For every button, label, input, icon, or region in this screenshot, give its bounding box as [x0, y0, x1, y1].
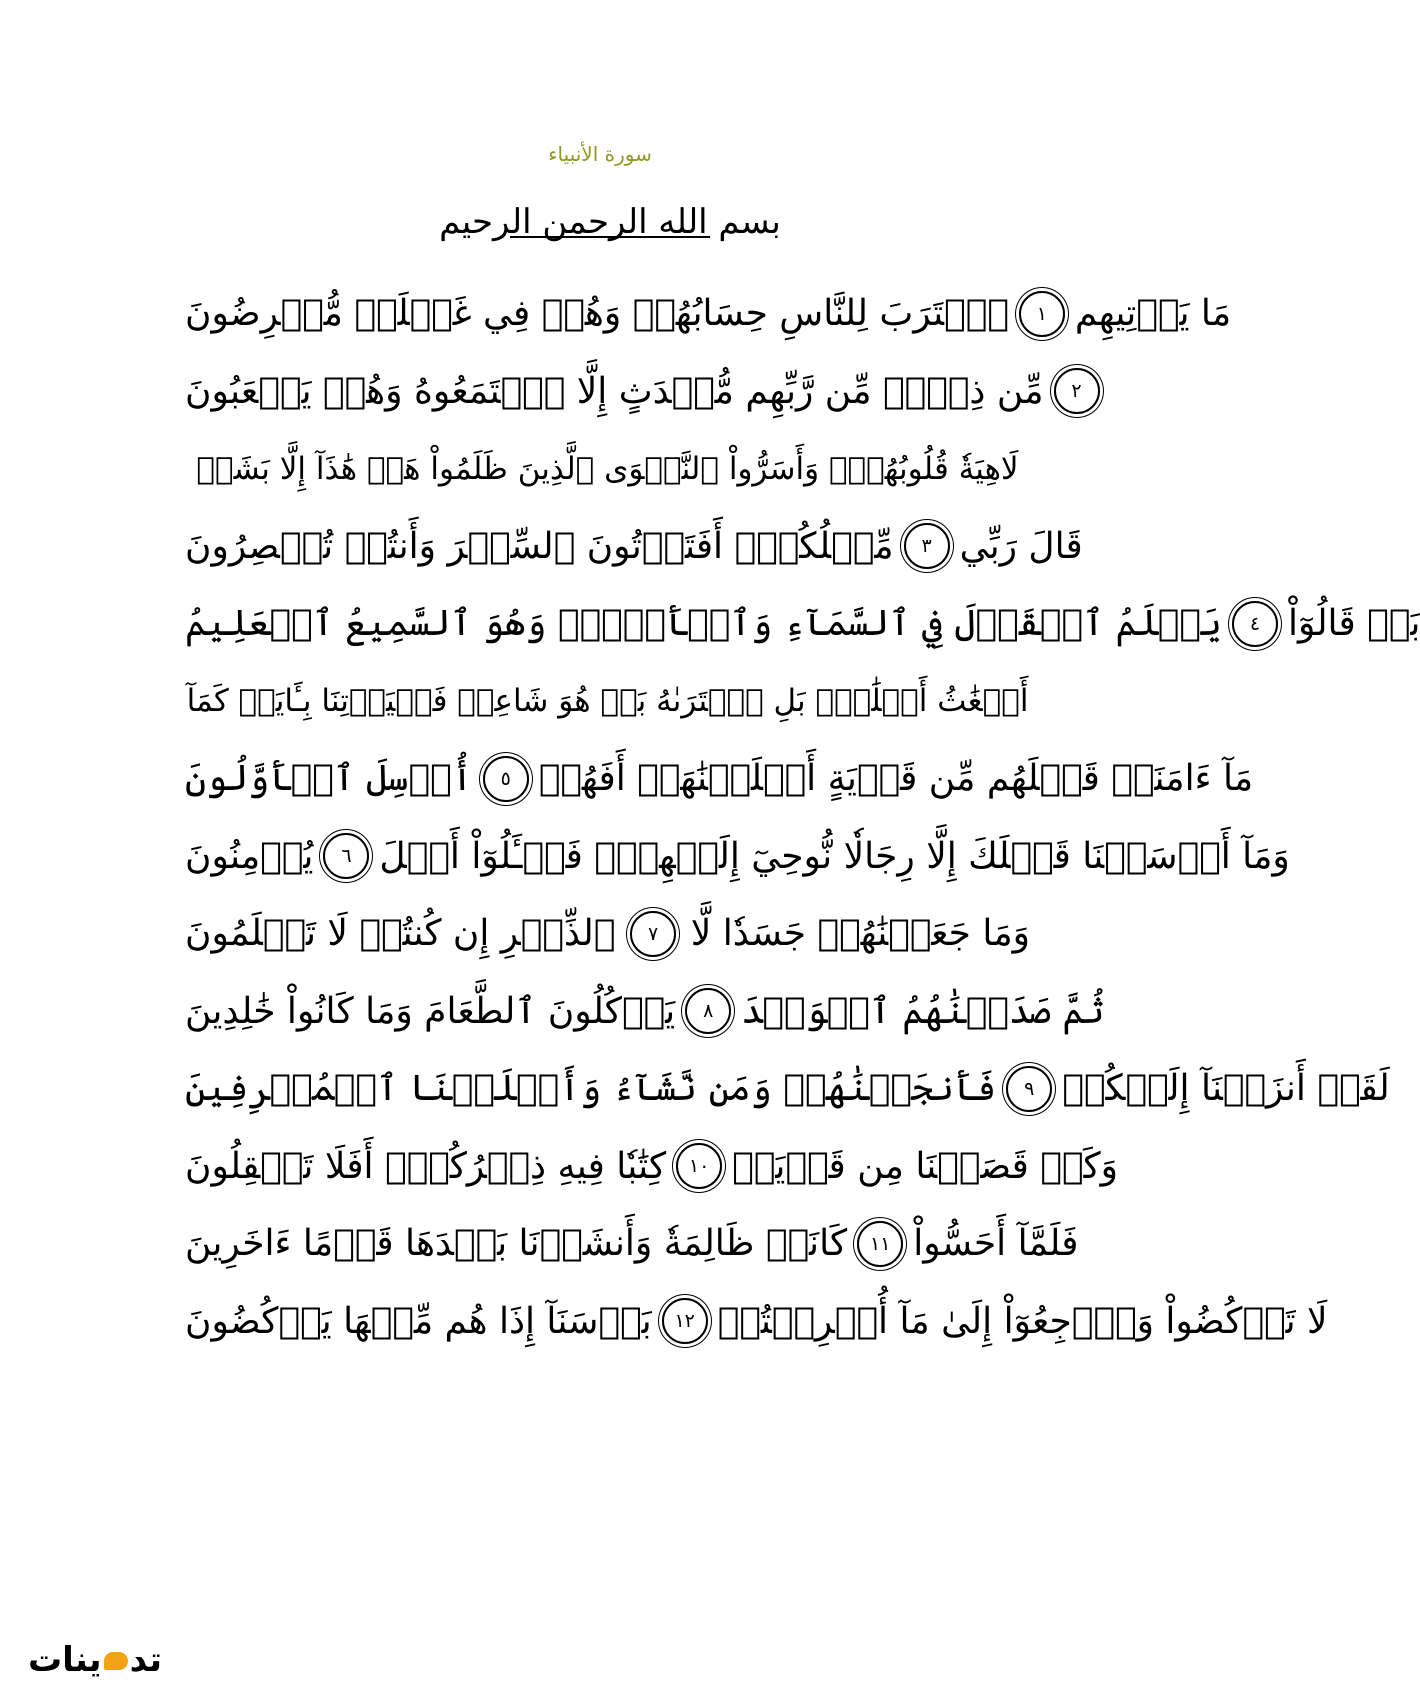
- verse-text: مَا يَأۡتِيهِم: [1074, 293, 1232, 335]
- verse-text: يَعۡلَمُ ٱلۡقَوۡلَ فِي ٱلسَّمَآءِ وَٱلۡأَرۡضِۖ وَهُوَ ٱلسَّمِيعُ ٱلۡعَلِيمُ: [185, 603, 1222, 645]
- verse-text: أَضۡغَٰثُ أَحۡلَٰمِۭ بَلِ ٱفۡتَرَىٰهُ بَلۡ هُوَ شَاعِرٞ فَلۡيَأۡتِنَا بِـَٔايَةٖ كَمَآ: [186, 683, 1029, 720]
- verse-text: وَمَآ أَرۡسَلۡنَا قَبۡلَكَ إِلَّا رِجَالٗا نُّوحِيٓ إِلَيۡهِمۡۖ فَسۡـَٔلُوٓاْ أَهۡلَ: [379, 835, 1290, 877]
- verse-text: قَالَ رَبِّي: [959, 525, 1083, 567]
- text-line: [185, 663, 1030, 741]
- text-line: [185, 818, 1290, 896]
- verse-text: فَلَمَّآ أَحَسُّواْ: [913, 1223, 1079, 1265]
- verse-text: وَمَا جَعَلۡنَٰهُمۡ جَسَدٗا لَّا: [690, 913, 1030, 955]
- text-line: [185, 1283, 1328, 1361]
- ayah-number-marker: ٧: [630, 911, 676, 957]
- ayah-number-marker: ١٠: [676, 1143, 722, 1189]
- logo-text-left: ينات: [28, 1640, 102, 1680]
- verse-block: [185, 275, 1420, 1360]
- verse-text: لَقَدۡ أَنزَلۡنَآ إِلَيۡكُمۡ: [1062, 1068, 1390, 1110]
- verse-text: يَأۡكُلُونَ ٱلطَّعَامَ وَمَا كَانُواْ خَٰلِدِينَ: [185, 990, 676, 1032]
- ayah-number-marker: ١: [1019, 291, 1065, 337]
- verse-text: كِتَٰبٗا فِيهِ ذِكۡرُكُمۡۚ أَفَلَا تَعۡقِلُونَ: [185, 1145, 667, 1187]
- verse-text: فَأَنجَيۡنَٰهُمۡ وَمَن نَّشَآءُ وَأَهۡلَكۡنَا ٱلۡمُسۡرِفِينَ: [185, 1068, 997, 1110]
- verse-text: ٱقۡتَرَبَ لِلنَّاسِ حِسَابُهُمۡ وَهُمۡ فِي غَفۡلَةٖ مُّعۡرِضُونَ: [185, 293, 1009, 335]
- ayah-number-marker: ٤: [1232, 601, 1278, 647]
- text-line: [185, 508, 1083, 586]
- surah-title: سورة الأنبياء: [548, 142, 652, 166]
- ayah-number-marker: ٥: [483, 756, 529, 802]
- ayah-number-marker: ٢: [1054, 368, 1100, 414]
- verse-text: مِّن ذِكۡرٖ مِّن رَّبِّهِم مُّحۡدَثٍ إِلَّا ٱسۡتَمَعُوهُ وَهُمۡ يَلۡعَبُونَ: [185, 370, 1044, 412]
- ayah-number-marker: ١٢: [662, 1298, 708, 1344]
- text-line: [185, 275, 1232, 353]
- site-logo: [28, 1640, 162, 1680]
- logo-quote-icon: [104, 1652, 128, 1670]
- verse-text: مِّثۡلُكُمۡۖ أَفَتَأۡتُونَ ٱلسِّحۡرَ وَأَنتُمۡ تُبۡصِرُونَ: [185, 525, 894, 567]
- text-line: [185, 1050, 1390, 1128]
- text-line: [185, 353, 1082, 431]
- text-line: [185, 585, 1420, 663]
- verse-text: يُؤۡمِنُونَ: [185, 835, 314, 877]
- verse-text: أُرۡسِلَ ٱلۡأَوَّلُونَ: [185, 758, 473, 800]
- verse-text: لَاهِيَةٗ قُلُوبُهُمۡۗ وَأَسَرُّواْ ٱلنَّجۡوَى ٱلَّذِينَ ظَلَمُواْ هَلۡ هَٰذَآ إِلَّا بَشَرٞ: [196, 450, 1019, 487]
- text-line: [185, 1128, 1118, 1206]
- verse-text: بَأۡسَنَآ إِذَا هُم مِّنۡهَا يَرۡكُضُونَ: [185, 1300, 652, 1342]
- basmala: [390, 192, 830, 256]
- basmala-text: بسم الله الرحمن الرحيم: [439, 202, 781, 242]
- ayah-number-marker: ٩: [1006, 1066, 1052, 1112]
- ayah-number-marker: ٣: [904, 523, 950, 569]
- text-line: [185, 1205, 1079, 1283]
- ayah-number-marker: ١١: [857, 1221, 903, 1267]
- text-line: [185, 740, 1254, 818]
- verse-text: مَآ ءَامَنَتۡ قَبۡلَهُم مِّن قَرۡيَةٍ أَهۡلَكۡنَٰهَآۖ أَفَهُمۡ: [538, 758, 1254, 800]
- text-line: [185, 973, 1105, 1051]
- ayah-number-marker: ٨: [685, 988, 731, 1034]
- verse-text: كَانَتۡ ظَالِمَةٗ وَأَنشَأۡنَا بَعۡدَهَا قَوۡمًا ءَاخَرِينَ: [185, 1223, 848, 1265]
- ayah-number-marker: ٦: [323, 833, 369, 879]
- text-line: [185, 895, 1030, 973]
- text-line: [185, 430, 1030, 508]
- verse-text: بَلۡ قَالُوٓاْ: [1287, 603, 1420, 645]
- logo-text-right: تد: [129, 1640, 162, 1680]
- verse-text: لَا تَرۡكُضُواْ وَٱرۡجِعُوٓاْ إِلَىٰ مَآ أُتۡرِفۡتُمۡ: [717, 1300, 1328, 1342]
- verse-text: ثُمَّ صَدَقۡنَٰهُمُ ٱلۡوَعۡدَ: [741, 990, 1105, 1032]
- verse-text: ٱلذِّكۡرِ إِن كُنتُمۡ لَا تَعۡلَمُونَ: [185, 913, 616, 955]
- verse-text: وَكَمۡ قَصَمۡنَا مِن قَرۡيَةٖ: [732, 1145, 1118, 1187]
